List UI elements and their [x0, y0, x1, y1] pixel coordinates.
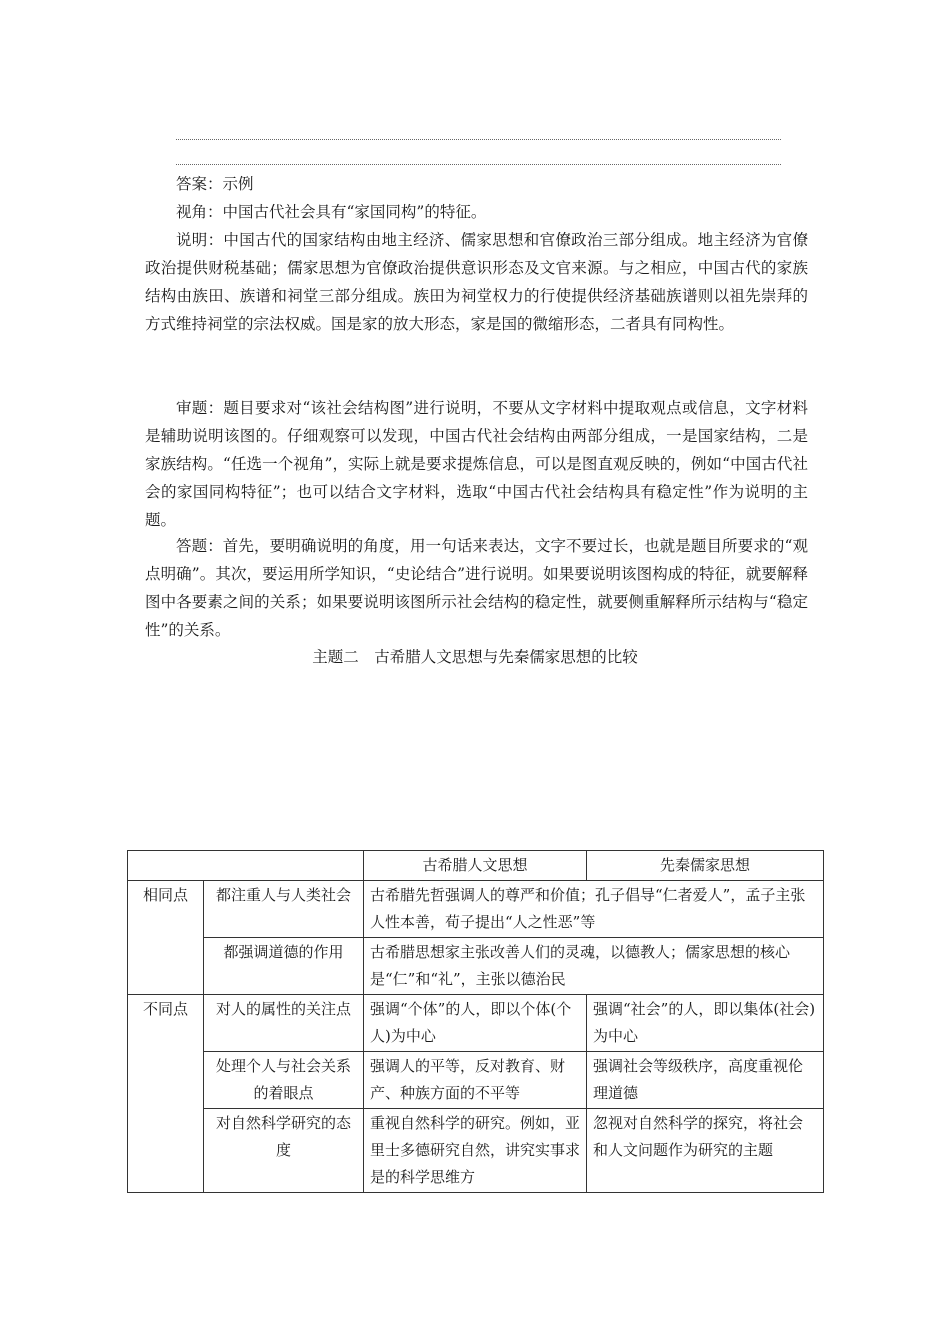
topic-title: 主题二 古希腊人文思想与先秦儒家思想的比较	[312, 648, 638, 666]
table-row	[128, 1052, 824, 1109]
comparison-table	[127, 850, 824, 1193]
same-content-1: 古希腊先哲强调人的尊严和价值；孔子倡导“仁者爱人”，孟子主张人性本善，荀子提出“人之性恶”等	[364, 881, 824, 938]
table-row	[128, 995, 824, 1052]
diff-confucian-3: 忽视对自然科学的探究，将社会和人文问题作为研究的主题	[587, 1109, 824, 1193]
answer-perspective: 视角：中国古代社会具有“家国同构”的特征。	[176, 203, 487, 221]
answer-line-2	[176, 164, 781, 165]
table-header-row	[128, 851, 824, 881]
analysis-solution: 答题：首先，要明确说明的角度，用一句话来表达，文字不要过长，也就是题目所要求的“观点明确”。其次，要运用所学知识，“史论结合”进行说明。如果要说明该图构成的特征，就要解释图中各要素之间的关系；如果要说明该图所示社会结构的稳定性，就要侧重解释所示结构与“稳定性”的关系。	[145, 537, 808, 639]
answer-explanation: 说明：中国古代的国家结构由地主经济、儒家思想和官僚政治三部分组成。地主经济为官僚政治提供财税基础；儒家思想为官僚政治提供意识形态及文官来源。与之相应，中国古代的家族结构由族田、族谱和祠堂三部分组成。族田为祠堂权力的行使提供经济基础族谱则以祖先崇拜的方式维持祠堂的宗法权威。国是家的放大形态，家是国的微缩形态，二者具有同构性。	[145, 231, 808, 333]
diff-confucian-2: 强调社会等级秩序，高度重视伦理道德	[587, 1052, 824, 1109]
diff-label: 不同点	[128, 995, 204, 1193]
same-aspect-2: 都强调道德的作用	[204, 938, 364, 995]
same-label: 相同点	[128, 881, 204, 995]
table-row	[128, 938, 824, 995]
header-confucian: 先秦儒家思想	[587, 851, 824, 881]
header-empty-cell	[128, 851, 364, 881]
diff-greek-3: 重视自然科学的研究。例如，亚里士多德研究自然，讲究实事求是的科学思维方	[364, 1109, 587, 1193]
diff-confucian-1: 强调“社会”的人，即以集体(社会)为中心	[587, 995, 824, 1052]
header-greek: 古希腊人文思想	[364, 851, 587, 881]
same-aspect-1: 都注重人与人类社会	[204, 881, 364, 938]
diff-greek-1: 强调“个体”的人，即以个体(个人)为中心	[364, 995, 587, 1052]
diff-aspect-1: 对人的属性的关注点	[204, 995, 364, 1052]
diff-aspect-3: 对自然科学研究的态度	[204, 1109, 364, 1193]
diff-aspect-2: 处理个人与社会关系的着眼点	[204, 1052, 364, 1109]
table-row	[128, 1109, 824, 1193]
table-row	[128, 881, 824, 938]
analysis-review: 审题：题目要求对“该社会结构图”进行说明，不要从文字材料中提取观点或信息，文字材料是辅助说明该图的。仔细观察可以发现，中国古代社会结构由两部分组成，一是国家结构，二是家族结构。“任选一个视角”，实际上就是要求提炼信息，可以是图直观反映的，例如“中国古代社会的家国同构特征”；也可以结合文字材料，选取“中国古代社会结构具有稳定性”作为说明的主题。	[145, 399, 808, 529]
same-content-2: 古希腊思想家主张改善人们的灵魂，以德教人；儒家思想的核心是“仁”和“礼”，主张以德治民	[364, 938, 824, 995]
answer-line-1	[176, 139, 781, 140]
diff-greek-2: 强调人的平等，反对教育、财产、种族方面的不平等	[364, 1052, 587, 1109]
answer-label: 答案：示例	[176, 175, 254, 193]
